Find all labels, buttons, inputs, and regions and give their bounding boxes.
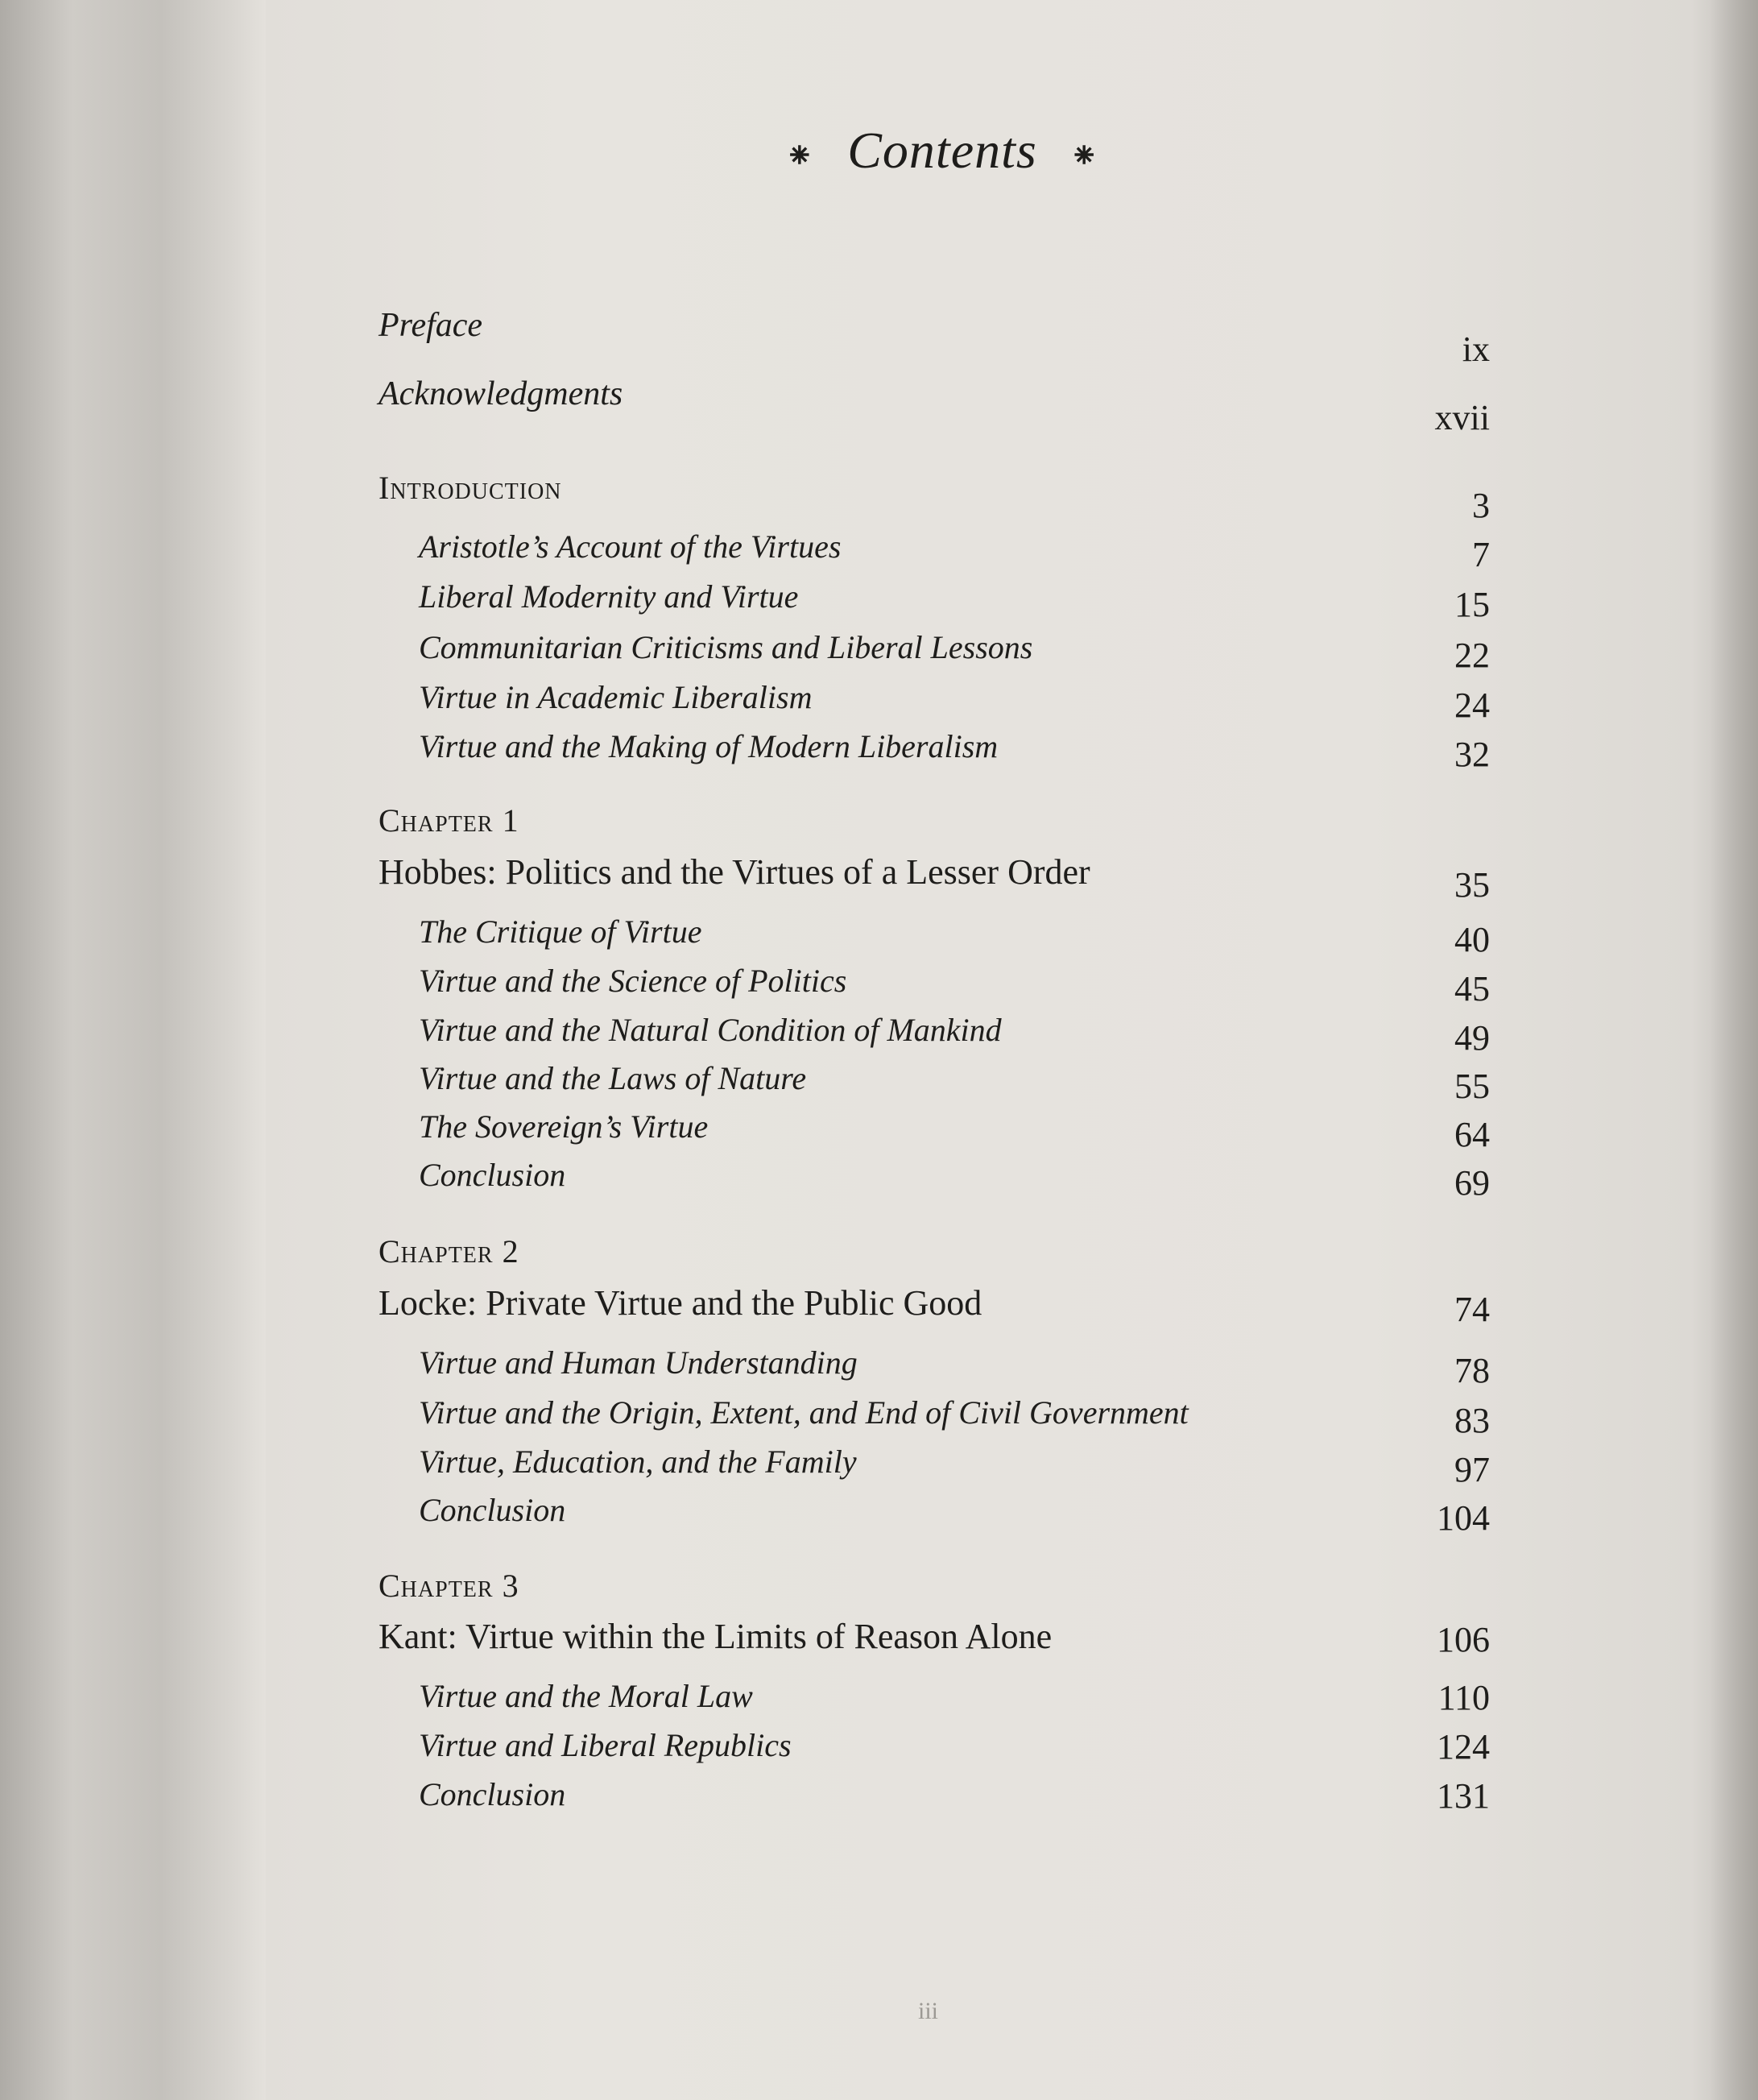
page-folio: iii (918, 1998, 939, 2024)
toc-section-page: 22 (1454, 636, 1490, 675)
toc-entry-label: Acknowledgments (378, 375, 623, 412)
contents-heading (378, 121, 1506, 180)
toc-section-entry[interactable] (378, 1726, 1490, 1783)
toc-entry-page: 3 (1472, 486, 1490, 525)
toc-section-page: 32 (1454, 735, 1490, 774)
toc-section-page: 7 (1472, 535, 1490, 574)
chapter-number: Chapter 3 (378, 1568, 519, 1604)
toc-section-label: Virtue and the Moral Law (419, 1678, 753, 1714)
chapter-title: Locke: Private Virtue and the Public Good (378, 1283, 982, 1323)
toc-section-page: 131 (1437, 1776, 1490, 1816)
toc-section-page: 69 (1454, 1163, 1490, 1203)
toc-section-entry[interactable] (378, 528, 1490, 584)
toc-section-entry[interactable] (378, 913, 1490, 969)
toc-entry-label: Introduction (378, 470, 562, 506)
toc-section-label: Liberal Modernity and Virtue (419, 578, 799, 615)
toc-section-page: 15 (1454, 585, 1490, 624)
toc-section-label: Conclusion (419, 1492, 566, 1528)
contents-page (378, 0, 1490, 2100)
toc-section-label: Conclusion (419, 1776, 566, 1812)
toc-section-label: The Sovereign’s Virtue (419, 1108, 709, 1145)
toc-section-entry[interactable] (378, 1344, 1490, 1400)
toc-section-page: 124 (1437, 1727, 1490, 1767)
toc-entry-page: xvii (1434, 398, 1490, 437)
chapter-page: 74 (1454, 1290, 1490, 1329)
toc-section-label: Virtue, Education, and the Family (419, 1443, 857, 1480)
toc-section-page: 45 (1454, 969, 1490, 1009)
toc-section-label: Virtue and the Natural Condition of Mankind (419, 1012, 1002, 1048)
chapter-page: 106 (1437, 1620, 1490, 1659)
toc-section-label: The Critique of Virtue (419, 913, 702, 950)
chapter-number: Chapter 2 (378, 1233, 519, 1270)
page-edge-shadow (1710, 0, 1758, 2100)
chapter-title: Hobbes: Politics and the Virtues of a Lesser Order (378, 852, 1090, 892)
toc-section-label: Communitarian Criticisms and Liberal Lessons (419, 629, 1033, 665)
toc-section-label: Virtue and the Making of Modern Liberalism (419, 728, 999, 764)
page-title: Contents (847, 122, 1037, 179)
toc-section-page: 78 (1454, 1351, 1490, 1390)
toc-section-page: 40 (1454, 920, 1490, 959)
toc-section-page: 110 (1437, 1678, 1490, 1717)
toc-section-label: Virtue and the Science of Politics (419, 963, 847, 999)
chapter-page: 35 (1454, 865, 1490, 905)
toc-chapter-entry[interactable] (378, 1616, 1490, 1672)
toc-section-page: 49 (1454, 1018, 1490, 1058)
toc-section-label: Virtue and Human Understanding (419, 1344, 858, 1381)
toc-section-entry[interactable] (378, 962, 1490, 1018)
toc-chapter-entry[interactable] (378, 851, 1490, 908)
toc-entry-page: ix (1462, 329, 1490, 369)
book-gutter (0, 0, 266, 2100)
chapter-number: Chapter 1 (378, 802, 519, 839)
toc-entry-preface[interactable] (378, 306, 1490, 369)
toc-section-entry[interactable] (378, 628, 1490, 685)
toc-section-entry[interactable] (378, 1491, 1490, 1547)
toc-section-label: Virtue in Academic Liberalism (419, 679, 813, 715)
toc-section-page: 55 (1454, 1067, 1490, 1106)
toc-section-entry[interactable] (378, 1394, 1490, 1450)
toc-section-label: Virtue and the Origin, Extent, and End of Civil Government (419, 1394, 1189, 1431)
toc-section-entry[interactable] (378, 1156, 1490, 1212)
toc-section-label: Aristotle’s Account of the Virtues (419, 528, 842, 565)
ornament-star-icon: ⁕ (784, 135, 816, 176)
toc-section-entry[interactable] (378, 578, 1490, 634)
toc-section-entry[interactable] (378, 678, 1490, 735)
toc-entry-acknowledgments[interactable] (378, 375, 1490, 437)
toc-section-page: 83 (1454, 1401, 1490, 1440)
toc-entry-introduction[interactable] (378, 469, 1490, 525)
toc-section-label: Conclusion (419, 1157, 566, 1193)
toc-chapter-entry[interactable] (378, 1282, 1490, 1339)
toc-section-page: 97 (1454, 1450, 1490, 1489)
toc-section-label: Virtue and Liberal Republics (419, 1727, 792, 1763)
ornament-star-icon: ⁕ (1069, 135, 1100, 176)
toc-section-page: 104 (1437, 1498, 1490, 1538)
toc-entry-label: Preface (378, 307, 483, 344)
toc-section-entry[interactable] (378, 1677, 1490, 1733)
toc-section-page: 24 (1454, 686, 1490, 725)
toc-section-page: 64 (1454, 1115, 1490, 1154)
toc-section-entry[interactable] (378, 727, 1490, 784)
toc-section-entry[interactable] (378, 1775, 1490, 1832)
chapter-title: Kant: Virtue within the Limits of Reason Alone (378, 1617, 1053, 1656)
toc-section-label: Virtue and the Laws of Nature (419, 1060, 807, 1096)
